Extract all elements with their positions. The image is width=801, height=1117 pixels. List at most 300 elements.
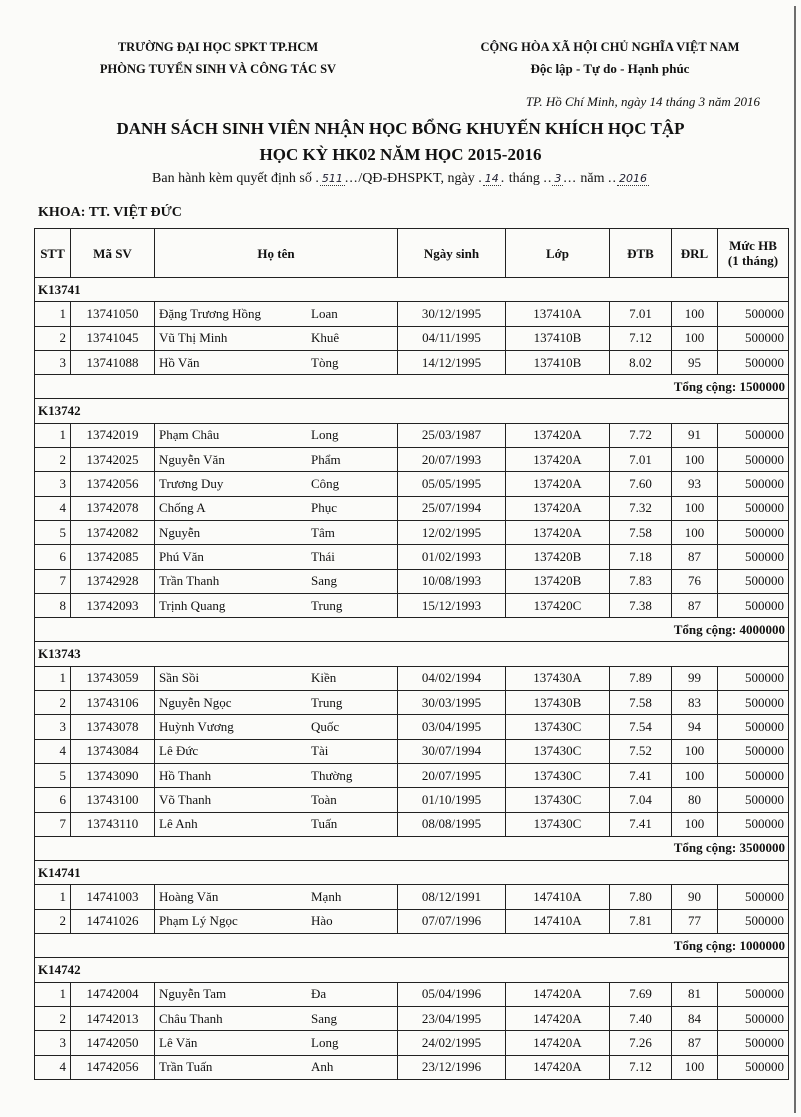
group-total-row — [35, 618, 789, 642]
table-header-row — [35, 229, 789, 278]
gpa-cell: 7.58 — [610, 520, 672, 544]
amount-cell: 500000 — [718, 812, 789, 836]
name-cell — [155, 545, 398, 569]
surname-text: Châu Thanh — [159, 1010, 223, 1026]
student-id-cell: 13742019 — [71, 423, 155, 447]
gpa-cell: 7.12 — [610, 1055, 672, 1079]
stt-cell: 5 — [35, 520, 71, 544]
student-id-cell: 13741045 — [71, 326, 155, 350]
amount-cell: 500000 — [718, 1006, 789, 1030]
total-label: Tổng cộng: — [673, 378, 737, 394]
stt-cell: 8 — [35, 593, 71, 617]
group-label: K14742 — [35, 958, 789, 982]
stt-cell: 3 — [35, 350, 71, 374]
class-cell: 147420A — [506, 982, 610, 1006]
gpa-cell: 7.54 — [610, 715, 672, 739]
birth-date-cell: 10/08/1993 — [398, 569, 506, 593]
conduct-cell: 100 — [672, 520, 718, 544]
student-id-cell: 13743110 — [71, 812, 155, 836]
decision-prefix: Ban hành kèm quyết định số — [152, 171, 312, 186]
given-name-text: Thường — [311, 767, 353, 783]
surname-text: Trần Tuấn — [159, 1059, 213, 1075]
col-amount — [718, 229, 789, 278]
student-id-cell: 14742056 — [71, 1055, 155, 1079]
conduct-cell: 76 — [672, 569, 718, 593]
name-cell — [155, 982, 398, 1006]
decision-mid2: tháng — [508, 171, 540, 186]
amount-cell: 500000 — [718, 885, 789, 909]
stt-cell: 1 — [35, 666, 71, 690]
institution-header — [68, 36, 368, 80]
given-name-text: Kiền — [311, 670, 337, 686]
given-name-text: Phẩm — [311, 451, 341, 467]
name-cell — [155, 788, 398, 812]
class-cell: 137430C — [506, 763, 610, 787]
surname-text: Trịnh Quang — [159, 597, 226, 613]
class-cell: 137430A — [506, 666, 610, 690]
surname-text: Trần Thanh — [159, 573, 220, 589]
document-title: DANH SÁCH SINH VIÊN NHẬN HỌC BỔNG KHUYẾN KHÍCH HỌC TẬP — [116, 119, 685, 138]
given-name-text: Trung — [311, 597, 343, 613]
name-cell — [155, 520, 398, 544]
conduct-cell: 87 — [672, 593, 718, 617]
class-cell: 147420A — [506, 1031, 610, 1055]
given-name-text: Loan — [311, 305, 338, 321]
amount-cell: 500000 — [718, 788, 789, 812]
table-row — [35, 545, 789, 569]
birth-date-cell: 05/05/1995 — [398, 472, 506, 496]
conduct-cell: 77 — [672, 909, 718, 933]
table-row — [35, 788, 789, 812]
surname-text: Nguyễn Văn — [159, 451, 225, 467]
gpa-cell: 7.12 — [610, 326, 672, 350]
class-cell: 147420A — [506, 1055, 610, 1079]
given-name-text: Khuê — [311, 330, 340, 346]
faculty-label: KHOA: TT. VIỆT ĐỨC — [38, 205, 182, 220]
conduct-cell: 100 — [672, 326, 718, 350]
table-row — [35, 715, 789, 739]
class-cell: 137420A — [506, 520, 610, 544]
birth-date-cell: 23/12/1996 — [398, 1055, 506, 1079]
table-row — [35, 448, 789, 472]
student-id-cell: 13742928 — [71, 569, 155, 593]
birth-date-cell: 14/12/1995 — [398, 350, 506, 374]
gpa-cell: 7.32 — [610, 496, 672, 520]
table-row — [35, 350, 789, 374]
amount-cell: 500000 — [718, 496, 789, 520]
group-label: K14741 — [35, 861, 789, 885]
decision-day: 14 — [484, 172, 499, 185]
student-id-cell: 13743090 — [71, 763, 155, 787]
amount-cell: 500000 — [718, 326, 789, 350]
birth-date-cell: 01/10/1995 — [398, 788, 506, 812]
name-cell — [155, 302, 398, 326]
gpa-cell: 7.58 — [610, 691, 672, 715]
total-value: 4000000 — [739, 621, 785, 637]
surname-text: Phú Văn — [159, 548, 204, 564]
table-row — [35, 1031, 789, 1055]
table-row — [35, 593, 789, 617]
name-cell — [155, 423, 398, 447]
surname-text: Chống A — [159, 500, 206, 516]
class-cell: 147420A — [506, 1006, 610, 1030]
conduct-cell: 100 — [672, 302, 718, 326]
amount-cell: 500000 — [718, 763, 789, 787]
student-id-cell: 14741003 — [71, 885, 155, 909]
birth-date-cell: 20/07/1995 — [398, 763, 506, 787]
table-row — [35, 885, 789, 909]
amount-cell: 500000 — [718, 982, 789, 1006]
group-total-cell — [35, 934, 789, 958]
amount-cell: 500000 — [718, 302, 789, 326]
gpa-cell: 7.80 — [610, 885, 672, 909]
name-cell — [155, 472, 398, 496]
decision-number: 511 — [321, 172, 343, 185]
gpa-cell: 7.01 — [610, 448, 672, 472]
name-cell — [155, 1006, 398, 1030]
birth-date-cell: 24/02/1995 — [398, 1031, 506, 1055]
table-row — [35, 909, 789, 933]
student-id-cell: 14742004 — [71, 982, 155, 1006]
amount-cell: 500000 — [718, 909, 789, 933]
class-cell: 137430C — [506, 739, 610, 763]
conduct-cell: 100 — [672, 739, 718, 763]
class-cell: 137430C — [506, 812, 610, 836]
student-id-cell: 13743100 — [71, 788, 155, 812]
name-cell — [155, 326, 398, 350]
amount-cell: 500000 — [718, 1031, 789, 1055]
given-name-text: Sang — [311, 573, 337, 589]
birth-date-cell: 04/02/1994 — [398, 666, 506, 690]
amount-cell: 500000 — [718, 739, 789, 763]
group-label: K13743 — [35, 642, 789, 666]
given-name-text: Toàn — [311, 791, 337, 807]
col-class: Lớp — [506, 229, 610, 278]
stt-cell: 3 — [35, 1031, 71, 1055]
class-cell: 137430C — [506, 788, 610, 812]
student-id-cell: 13742025 — [71, 448, 155, 472]
gpa-cell: 7.38 — [610, 593, 672, 617]
gpa-cell: 7.89 — [610, 666, 672, 690]
table-body — [35, 278, 789, 1080]
student-id-cell: 13742078 — [71, 496, 155, 520]
decision-mid1: /QĐ-ĐHSPKT, ngày — [358, 171, 475, 186]
office-name: PHÒNG TUYỂN SINH VÀ CÔNG TÁC SV — [99, 62, 337, 76]
amount-cell: 500000 — [718, 691, 789, 715]
class-cell: 147410A — [506, 909, 610, 933]
conduct-cell: 100 — [672, 1055, 718, 1079]
table-row — [35, 472, 789, 496]
table-row — [35, 302, 789, 326]
class-cell: 137420A — [506, 448, 610, 472]
stt-cell: 3 — [35, 472, 71, 496]
conduct-cell: 100 — [672, 496, 718, 520]
surname-text: Phạm Lý Ngọc — [159, 913, 238, 929]
gpa-cell: 7.81 — [610, 909, 672, 933]
country-name: CỘNG HÒA XÃ HỘI CHỦ NGHĨA VIỆT NAM — [480, 40, 740, 54]
surname-text: Hồ Thanh — [159, 767, 212, 783]
group-row — [35, 399, 789, 423]
total-label: Tổng cộng: — [673, 840, 737, 856]
stt-cell: 1 — [35, 982, 71, 1006]
total-value: 1500000 — [739, 378, 785, 394]
table-row — [35, 520, 789, 544]
stt-cell: 2 — [35, 448, 71, 472]
surname-text: Sần Sồi — [159, 670, 200, 686]
name-cell — [155, 715, 398, 739]
conduct-cell: 81 — [672, 982, 718, 1006]
name-cell — [155, 350, 398, 374]
issue-date: TP. Hồ Chí Minh, ngày 14 tháng 3 năm 2016 — [525, 94, 760, 109]
class-cell: 137410B — [506, 350, 610, 374]
surname-text: Huỳnh Vương — [159, 718, 234, 734]
table-row — [35, 1055, 789, 1079]
given-name-text: Sang — [311, 1010, 337, 1026]
given-name-text: Đa — [311, 986, 327, 1002]
total-label: Tổng cộng: — [673, 621, 737, 637]
given-name-text: Mạnh — [311, 889, 342, 905]
group-total-cell — [35, 836, 789, 860]
gpa-cell: 7.69 — [610, 982, 672, 1006]
scholarship-table — [34, 228, 789, 1080]
document-subtitle: HỌC KỲ HK02 NĂM HỌC 2015-2016 — [259, 145, 542, 164]
student-id-cell: 13742085 — [71, 545, 155, 569]
surname-text: Hoàng Văn — [159, 889, 219, 905]
amount-cell: 500000 — [718, 350, 789, 374]
table-row — [35, 496, 789, 520]
stt-cell: 2 — [35, 691, 71, 715]
decision-line: Ban hành kèm quyết định số . 511 .../QĐ-ĐHSPKT, ngày . 14 . tháng .. 3 ... năm .. 2016 — [152, 171, 647, 186]
conduct-cell: 95 — [672, 350, 718, 374]
name-cell — [155, 763, 398, 787]
stt-cell: 1 — [35, 423, 71, 447]
stt-cell: 7 — [35, 812, 71, 836]
birth-date-cell: 04/11/1995 — [398, 326, 506, 350]
group-label: K13742 — [35, 399, 789, 423]
total-value: 3500000 — [739, 840, 785, 856]
conduct-cell: 93 — [672, 472, 718, 496]
stt-cell: 4 — [35, 1055, 71, 1079]
conduct-cell: 80 — [672, 788, 718, 812]
name-cell — [155, 666, 398, 690]
surname-text: Nguyễn — [159, 524, 201, 540]
group-row — [35, 861, 789, 885]
name-cell — [155, 593, 398, 617]
surname-text: Vũ Thị Minh — [159, 330, 228, 346]
name-cell — [155, 496, 398, 520]
given-name-text: Tài — [311, 743, 329, 759]
stt-cell: 1 — [35, 885, 71, 909]
given-name-text: Tòng — [311, 354, 339, 370]
conduct-cell: 84 — [672, 1006, 718, 1030]
group-total-row — [35, 934, 789, 958]
amount-cell: 500000 — [718, 1055, 789, 1079]
given-name-text: Long — [311, 427, 339, 443]
stt-cell: 4 — [35, 496, 71, 520]
name-cell — [155, 1031, 398, 1055]
group-total-row — [35, 836, 789, 860]
surname-text: Hồ Văn — [159, 354, 200, 370]
amount-cell: 500000 — [718, 545, 789, 569]
surname-text: Nguyễn Ngọc — [159, 694, 232, 710]
conduct-cell: 90 — [672, 885, 718, 909]
surname-text: Nguyễn Tam — [159, 986, 227, 1002]
surname-text: Võ Thanh — [159, 791, 212, 807]
col-student-id: Mã SV — [71, 229, 155, 278]
table-row — [35, 423, 789, 447]
group-row — [35, 642, 789, 666]
student-id-cell: 13743059 — [71, 666, 155, 690]
class-cell: 137430C — [506, 715, 610, 739]
gpa-cell: 8.02 — [610, 350, 672, 374]
given-name-text: Phục — [311, 500, 337, 516]
student-id-cell: 13743084 — [71, 739, 155, 763]
student-id-cell: 13742082 — [71, 520, 155, 544]
decision-month: 3 — [554, 172, 562, 185]
class-cell: 137410B — [506, 326, 610, 350]
total-value: 1000000 — [739, 937, 785, 953]
decision-mid3: năm — [580, 171, 605, 186]
surname-text: Trương Duy — [159, 476, 224, 492]
amount-cell: 500000 — [718, 423, 789, 447]
class-cell: 147410A — [506, 885, 610, 909]
total-label: Tổng cộng: — [673, 937, 737, 953]
surname-text: Lê Đức — [159, 743, 199, 759]
given-name-text: Anh — [311, 1059, 334, 1075]
table-row — [35, 666, 789, 690]
group-total-row — [35, 375, 789, 399]
class-cell: 137420A — [506, 423, 610, 447]
surname-text: Phạm Châu — [159, 427, 220, 443]
student-id-cell: 13742056 — [71, 472, 155, 496]
stt-cell: 6 — [35, 545, 71, 569]
stt-cell: 6 — [35, 788, 71, 812]
given-name-text: Trung — [311, 694, 343, 710]
table-row — [35, 1006, 789, 1030]
col-amount-line2: (1 tháng) — [727, 253, 779, 268]
student-id-cell: 13741050 — [71, 302, 155, 326]
conduct-cell: 100 — [672, 448, 718, 472]
stt-cell: 2 — [35, 909, 71, 933]
stt-cell: 4 — [35, 739, 71, 763]
student-id-cell: 14742050 — [71, 1031, 155, 1055]
gpa-cell: 7.18 — [610, 545, 672, 569]
gpa-cell: 7.01 — [610, 302, 672, 326]
name-cell — [155, 569, 398, 593]
surname-text: Đặng Trương Hồng — [159, 305, 262, 321]
university-name: TRƯỜNG ĐẠI HỌC SPKT TP.HCM — [117, 40, 319, 54]
name-cell — [155, 885, 398, 909]
national-header — [440, 36, 780, 80]
class-cell: 137430B — [506, 691, 610, 715]
birth-date-cell: 01/02/1993 — [398, 545, 506, 569]
amount-cell: 500000 — [718, 593, 789, 617]
class-cell: 137420B — [506, 569, 610, 593]
given-name-text: Quốc — [311, 718, 340, 734]
birth-date-cell: 07/07/1996 — [398, 909, 506, 933]
col-birth-date: Ngày sinh — [398, 229, 506, 278]
stt-cell: 3 — [35, 715, 71, 739]
surname-text: Lê Văn — [159, 1034, 198, 1050]
birth-date-cell: 20/07/1993 — [398, 448, 506, 472]
amount-cell: 500000 — [718, 569, 789, 593]
given-name-text: Tuấn — [311, 816, 338, 832]
amount-cell: 500000 — [718, 472, 789, 496]
table-row — [35, 326, 789, 350]
class-cell: 137420B — [506, 545, 610, 569]
gpa-cell: 7.60 — [610, 472, 672, 496]
name-cell — [155, 1055, 398, 1079]
col-stt: STT — [35, 229, 71, 278]
gpa-cell: 7.41 — [610, 763, 672, 787]
conduct-cell: 99 — [672, 666, 718, 690]
name-cell — [155, 739, 398, 763]
gpa-cell: 7.04 — [610, 788, 672, 812]
group-row — [35, 958, 789, 982]
table-row — [35, 763, 789, 787]
name-cell — [155, 448, 398, 472]
class-cell: 137420C — [506, 593, 610, 617]
surname-text: Lê Anh — [159, 816, 198, 832]
gpa-cell: 7.72 — [610, 423, 672, 447]
name-cell — [155, 909, 398, 933]
student-id-cell: 13743106 — [71, 691, 155, 715]
conduct-cell: 100 — [672, 812, 718, 836]
gpa-cell: 7.41 — [610, 812, 672, 836]
table-row — [35, 739, 789, 763]
conduct-cell: 87 — [672, 545, 718, 569]
birth-date-cell: 23/04/1995 — [398, 1006, 506, 1030]
gpa-cell: 7.52 — [610, 739, 672, 763]
birth-date-cell: 12/02/1995 — [398, 520, 506, 544]
gpa-cell: 7.26 — [610, 1031, 672, 1055]
group-total-cell — [35, 618, 789, 642]
student-id-cell: 13742093 — [71, 593, 155, 617]
birth-date-cell: 30/12/1995 — [398, 302, 506, 326]
given-name-text: Thái — [311, 548, 335, 564]
birth-date-cell: 05/04/1996 — [398, 982, 506, 1006]
amount-cell: 500000 — [718, 448, 789, 472]
student-id-cell: 13741088 — [71, 350, 155, 374]
amount-cell: 500000 — [718, 715, 789, 739]
class-cell: 137410A — [506, 302, 610, 326]
given-name-text: Tâm — [311, 524, 335, 540]
group-row — [35, 278, 789, 302]
class-cell: 137420A — [506, 472, 610, 496]
birth-date-cell: 03/04/1995 — [398, 715, 506, 739]
class-cell: 137420A — [506, 496, 610, 520]
stt-cell: 1 — [35, 302, 71, 326]
gpa-cell: 7.40 — [610, 1006, 672, 1030]
stt-cell: 7 — [35, 569, 71, 593]
group-label: K13741 — [35, 278, 789, 302]
student-id-cell: 14741026 — [71, 909, 155, 933]
col-full-name: Họ tên — [155, 229, 398, 278]
conduct-cell: 100 — [672, 763, 718, 787]
table-row — [35, 812, 789, 836]
birth-date-cell: 15/12/1993 — [398, 593, 506, 617]
birth-date-cell: 30/03/1995 — [398, 691, 506, 715]
birth-date-cell: 25/03/1987 — [398, 423, 506, 447]
col-gpa: ĐTB — [610, 229, 672, 278]
conduct-cell: 83 — [672, 691, 718, 715]
gpa-cell: 7.83 — [610, 569, 672, 593]
stt-cell: 5 — [35, 763, 71, 787]
conduct-cell: 87 — [672, 1031, 718, 1055]
conduct-cell: 91 — [672, 423, 718, 447]
group-total-cell — [35, 375, 789, 399]
col-conduct: ĐRL — [672, 229, 718, 278]
